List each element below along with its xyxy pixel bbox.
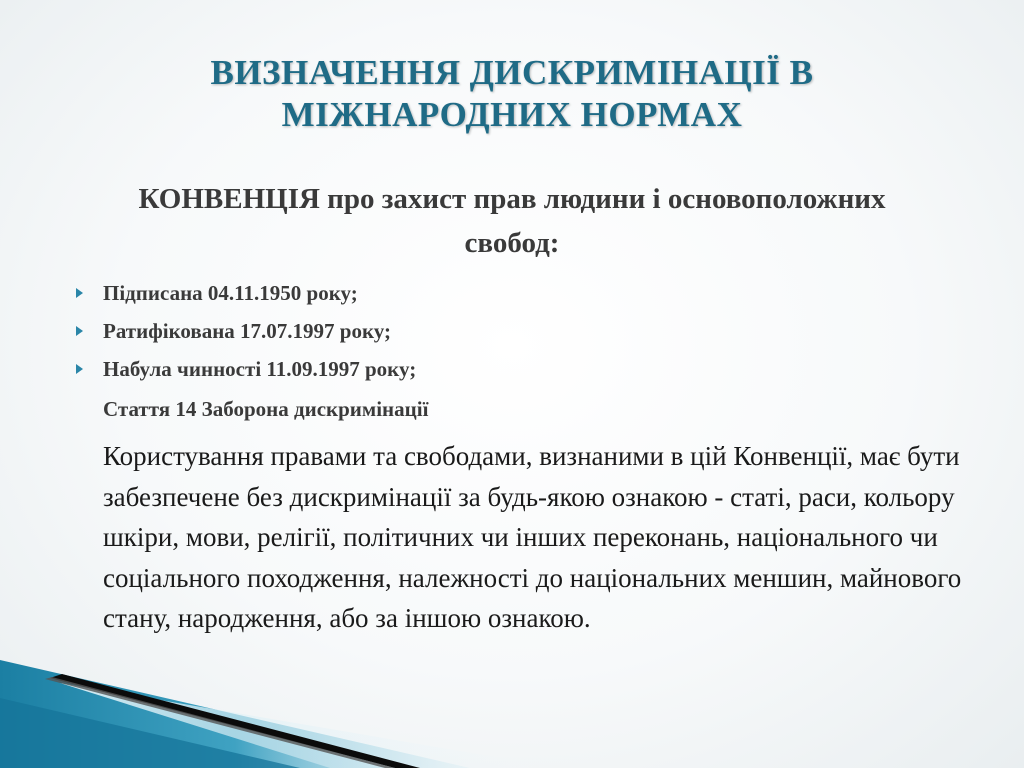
corner-decoration-graphic xyxy=(0,638,1024,768)
article-heading: Стаття 14 Заборона дискримінації xyxy=(103,397,429,421)
list-item xyxy=(76,316,956,354)
list-item xyxy=(76,278,956,316)
title-line-2: МІЖНАРОДНИХ НОРМАХ xyxy=(281,95,743,134)
list-item-text: Підписана 04.11.1950 року; xyxy=(103,281,358,305)
convention-dates-list xyxy=(76,278,956,392)
convention-heading-lead: КОНВЕНЦІЯ xyxy=(138,183,320,215)
title-line-1: ВИЗНАЧЕННЯ ДИСКРИМІНАЦІЇ В xyxy=(210,53,814,92)
slide-title xyxy=(100,52,924,136)
convention-heading xyxy=(100,177,924,265)
article-body: Користування правами та свободами, визнаними в цій Конвенції, має бути забезпечене без дискримінації за будь-якою ознакою - статі, раси, кольору шкіри, мови, релігії, політичних чи інших переконань, національного чи соціального походження, належності до національних меншин, майнового стану, народження, або за іншою ознакою. xyxy=(103,441,962,633)
triangle-right-icon xyxy=(76,288,83,298)
list-item-text: Набула чинності 11.09.1997 року; xyxy=(103,357,417,381)
list-item xyxy=(76,354,956,392)
corner-decoration xyxy=(0,638,1024,768)
convention-heading-rest: про захист прав людини і основоположних свобод: xyxy=(319,183,886,259)
triangle-right-icon xyxy=(76,364,83,374)
triangle-right-icon xyxy=(76,326,83,336)
list-item-text: Ратифікована 17.07.1997 року; xyxy=(103,319,392,343)
